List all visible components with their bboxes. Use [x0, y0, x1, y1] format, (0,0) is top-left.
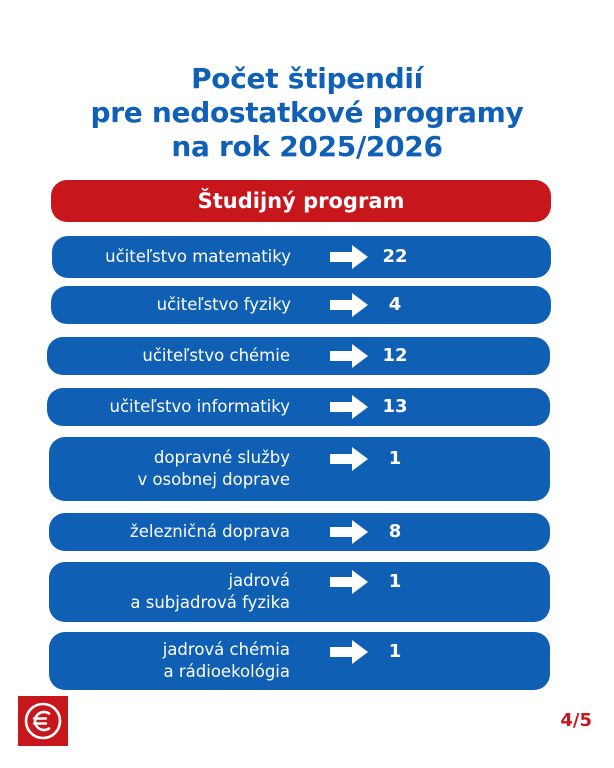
title-line-1: Počet štipendií	[191, 62, 423, 95]
program-name: učiteľstvo chémie	[142, 346, 290, 365]
program-row-jadrova-subjadrova-fyzika	[49, 562, 550, 622]
program-name: dopravné služby v osobnej doprave	[137, 448, 290, 489]
program-row-dopravne-sluzby	[49, 437, 550, 501]
table-header-label: Študijný program	[197, 189, 405, 213]
program-name: učiteľstvo matematiky	[105, 247, 291, 266]
program-row-jadrova-chemia-radioekologia	[49, 632, 550, 690]
page-title	[0, 62, 614, 164]
scholarship-count: 13	[382, 396, 408, 417]
arrow-right-icon	[330, 520, 368, 544]
scholarship-count: 1	[388, 448, 402, 469]
arrow-right-icon	[330, 640, 368, 664]
program-name: učiteľstvo fyziky	[156, 295, 291, 314]
program-row-ucitelstvo-chemie	[47, 337, 550, 375]
title-line-2: pre nedostatkové programy	[90, 96, 524, 129]
program-name: jadrová chémia a rádioekológia	[162, 640, 290, 681]
scholarship-count: 22	[382, 246, 408, 267]
arrow-right-icon	[330, 447, 368, 471]
arrow-right-icon	[330, 245, 368, 269]
program-name: železničná doprava	[130, 522, 290, 541]
arrow-right-icon	[330, 570, 368, 594]
euro-logo-icon	[18, 696, 68, 746]
program-row-ucitelstvo-informatiky	[47, 388, 550, 426]
program-row-zeleznicna-doprava	[49, 513, 550, 551]
program-name: učiteľstvo informatiky	[109, 397, 290, 416]
program-row-ucitelstvo-matematiky	[52, 236, 551, 278]
program-name: jadrová a subjadrová fyzika	[130, 571, 290, 612]
table-header	[51, 180, 551, 222]
page-number: 4/5	[560, 710, 592, 731]
scholarship-count: 4	[388, 294, 402, 315]
scholarship-count: 1	[388, 641, 402, 662]
title-line-3: na rok 2025/2026	[171, 130, 443, 163]
scholarship-count: 8	[388, 521, 402, 542]
arrow-right-icon	[330, 344, 368, 368]
program-row-ucitelstvo-fyziky	[51, 286, 551, 324]
scholarship-count: 1	[388, 571, 402, 592]
scholarship-count: 12	[382, 345, 408, 366]
arrow-right-icon	[330, 293, 368, 317]
arrow-right-icon	[330, 395, 368, 419]
